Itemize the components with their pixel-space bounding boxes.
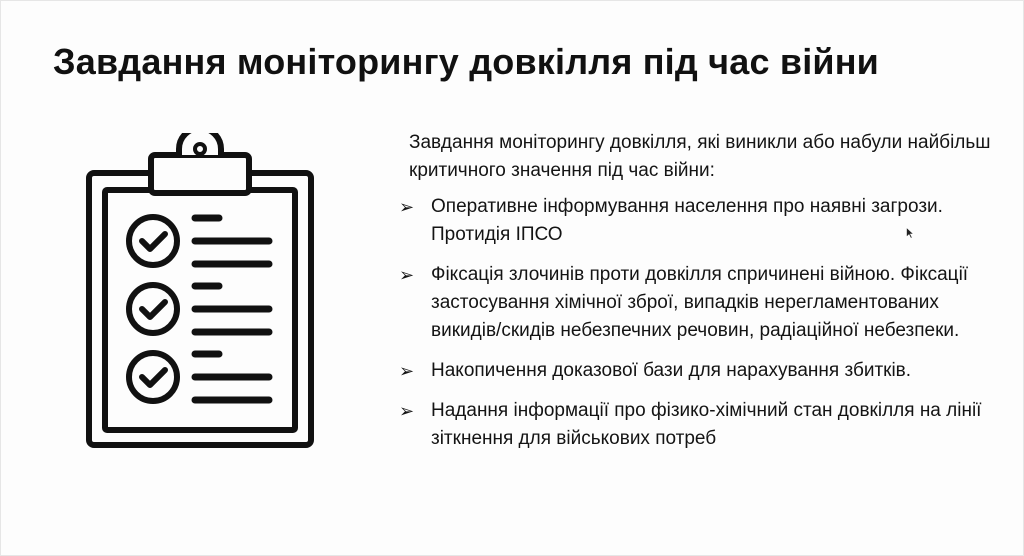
arrow-bullet-icon: ➢	[399, 401, 415, 421]
clipboard-checklist-icon	[79, 133, 319, 453]
bullet-item	[399, 261, 999, 345]
bullet-text: Накопичення доказової бази для нарахування збитків.	[431, 360, 912, 381]
bullet-item	[399, 357, 999, 385]
arrow-bullet-icon: ➢	[399, 361, 415, 381]
slide-body	[399, 129, 999, 465]
intro-text: Завдання моніторингу довкілля, які виникли або набули найбільш критичного значення під час війни:	[409, 132, 991, 181]
mouse-cursor-icon	[906, 226, 914, 238]
bullet-item	[399, 193, 999, 249]
bullet-text: Надання інформації про фізико-хімічний стан довкілля на лінії зіткнення для військових потреб	[431, 400, 982, 449]
arrow-bullet-icon: ➢	[399, 265, 415, 285]
bullet-item	[399, 397, 999, 453]
bullet-text: Оперативне інформування населення про наявні загрози. Протидія ІПСО	[431, 196, 943, 245]
arrow-bullet-icon: ➢	[399, 197, 415, 217]
slide-title: Завдання моніторингу довкілля під час війни	[53, 41, 880, 82]
bullet-text: Фіксація злочинів проти довкілля спричинені війною. Фіксації застосування хімічної зброї, випадків нерегламентованих викидів/скидів небезпечних речовин, радіаційної небезпеки.	[431, 264, 969, 341]
